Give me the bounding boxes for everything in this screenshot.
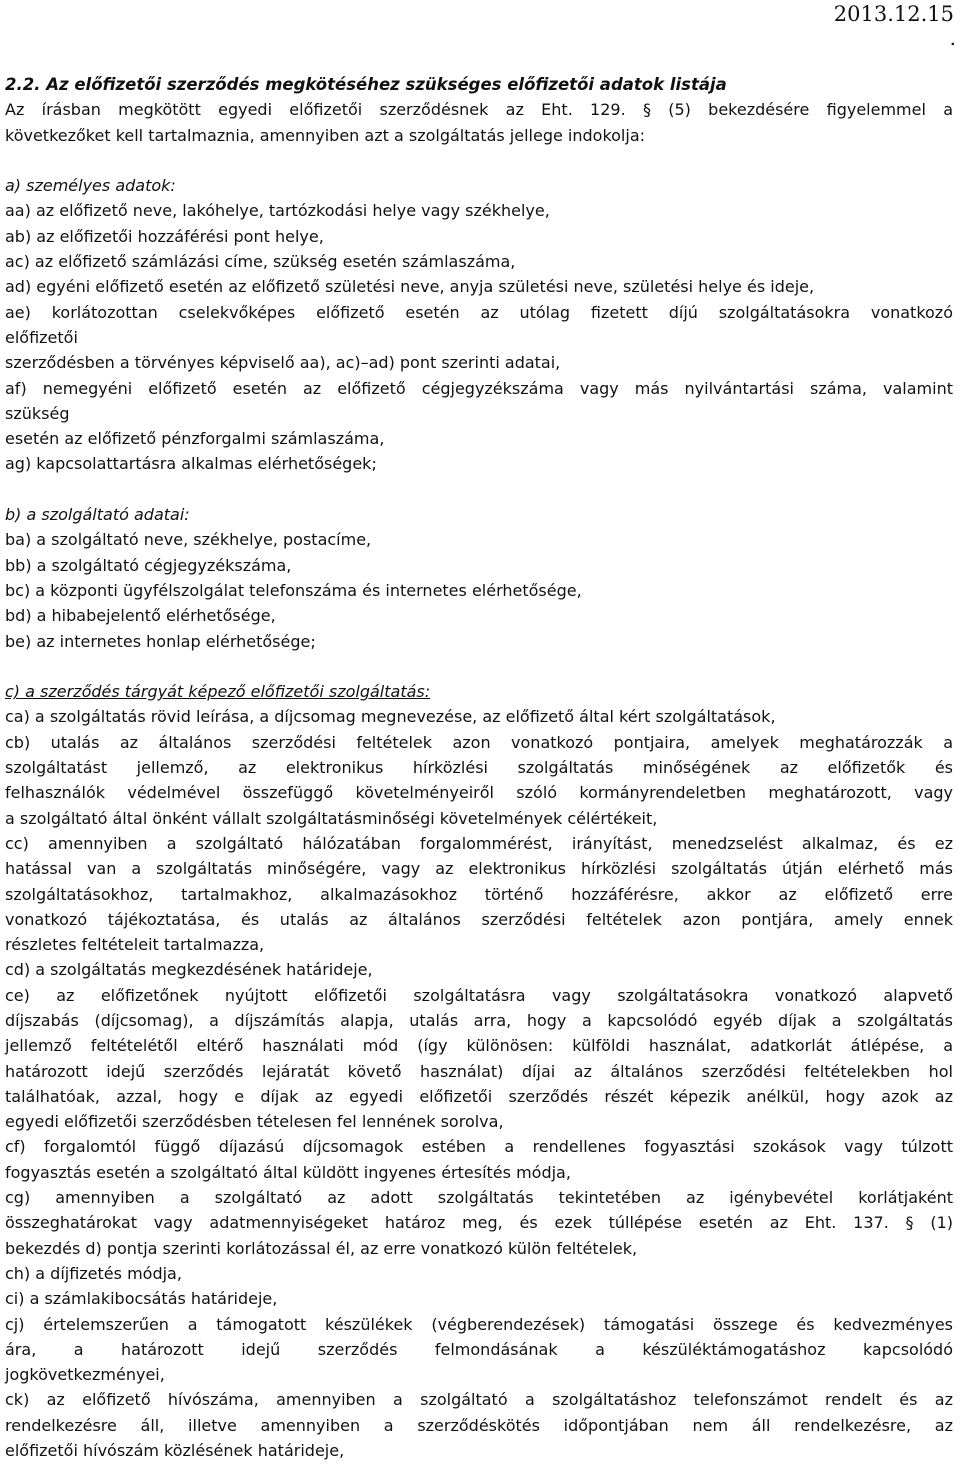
list-item: ca) a szolgáltatás rövid leírása, a díjcsomag megnevezése, az előfizető által kért szolgáltatások,: [5, 707, 776, 727]
corner-dot: .: [949, 26, 956, 50]
list-item: cd) a szolgáltatás megkezdésének határideje,: [5, 960, 373, 980]
list-item: af) nemegyéni előfizető esetén az előfizető cégjegyzékszáma vagy más nyilvántartási száma, valamint: [5, 378, 953, 398]
list-item: cc) amennyiben a szolgáltató hálózatában forgalommérést, irányítást, menedzselést alkalmaz, és ez: [5, 833, 953, 853]
list-item: előfizetői hívószám közlésének határideje,: [5, 1441, 345, 1461]
list-item: szükség: [5, 403, 70, 423]
list-item: esetén az előfizető pénzforgalmi számlaszáma,: [5, 429, 385, 449]
list-item: ba) a szolgáltató neve, székhelye, postacíme,: [5, 530, 372, 550]
list-item: ad) egyéni előfizető esetén az előfizető születési neve, anyja születési neve, születési helye és ideje,: [5, 277, 815, 297]
section-a-list: [5, 198, 953, 476]
list-item: hatással van a szolgáltatás minőségére, vagy az elektronikus hírközlési szolgáltatás útján elérhető más: [5, 859, 953, 879]
section-c-list: [5, 704, 953, 1463]
list-item: rendelkezésre áll, illetve amennyiben a szerződéskötés időpontjában nem áll rendelkezésre, az: [5, 1415, 953, 1435]
list-item: cf) forgalomtól függő díjazású díjcsomagok estében a rendellenes fogyasztási szokások vagy túlzott: [5, 1137, 953, 1157]
list-item: ára, a határozott idejű szerződés felmondásának a készüléktámogatáshoz kapcsolódó: [5, 1339, 953, 1359]
section-b-title: b) a szolgáltató adatai:: [5, 505, 190, 525]
section-a-title: a) személyes adatok:: [5, 176, 176, 196]
list-item: bc) a központi ügyfélszolgálat telefonszáma és internetes elérhetősége,: [5, 580, 582, 600]
list-item: jogkövetkezményei,: [5, 1365, 165, 1385]
list-item: részletes feltételeit tartalmazza,: [5, 935, 265, 955]
list-item: szerződésben a törvényes képviselő aa), ac)–ad) pont szerinti adatai,: [5, 353, 561, 373]
list-item: határozott idejű szerződés lejáratát követő használat) díjai az általános szerződési feltételekben hol: [5, 1061, 953, 1081]
list-item: ce) az előfizetőnek nyújtott előfizetői szolgáltatásra vagy szolgáltatásokra vonatkozó alapvető: [5, 985, 953, 1005]
list-item: felhasználók védelmével összefüggő követelményeiről szóló kormányrendeletben meghatározott, vagy: [5, 783, 953, 803]
list-item: cb) utalás az általános szerződési feltételek azon vonatkozó pontjaira, amelyek meghatározzák a: [5, 732, 953, 752]
list-item: ab) az előfizetői hozzáférési pont helye,: [5, 226, 324, 246]
section-b-list: [5, 527, 953, 653]
document-body: [5, 72, 953, 1463]
list-item: vonatkozó tájékoztatása, és utalás az általános szerződési feltételek azon pontjára, amely ennek: [5, 909, 953, 929]
list-item: ag) kapcsolattartásra alkalmas elérhetőségek;: [5, 454, 377, 474]
intro-line: Az írásban megkötött egyedi előfizetői szerződésnek az Eht. 129. § (5) bekezdésére figyelemmel a: [5, 100, 953, 120]
list-item: be) az internetes honlap elérhetősége;: [5, 631, 316, 651]
list-item: ae) korlátozottan cselekvőképes előfizető esetén az utólag fizetett díjú szolgáltatásokra vonatkozó: [5, 302, 953, 322]
list-item: bb) a szolgáltató cégjegyzékszáma,: [5, 555, 292, 575]
section-c-title: c) a szerződés tárgyát képező előfizetői szolgáltatás:: [5, 682, 431, 702]
list-item: ac) az előfizető számlázási címe, szükség esetén számlaszáma,: [5, 252, 516, 272]
list-item: bd) a hibabejelentő elérhetősége,: [5, 606, 276, 626]
list-item: a szolgáltató által önként vállalt szolgáltatásminőségi követelmények célértékeit,: [5, 808, 658, 828]
list-item: díjszabás (díjcsomag), a díjszámítás alapja, utalás arra, hogy a kapcsolódó egyéb díjak a szolgáltatás: [5, 1010, 953, 1030]
list-item: cj) értelemszerűen a támogatott készülékek (végberendezések) támogatási összege és kedvezményes: [5, 1314, 953, 1334]
intro-line: következőket kell tartalmaznia, amennyiben azt a szolgáltatás jellege indokolja:: [5, 125, 646, 145]
document-date: 2013.12.15: [833, 2, 954, 26]
list-item: fogyasztás esetén a szolgáltató által küldött ingyenes értesítés módja,: [5, 1162, 571, 1182]
list-item: bekezdés d) pontja szerinti korlátozással él, az erre vonatkozó külön feltételek,: [5, 1238, 638, 1258]
list-item: szolgáltatásokhoz, tartalmakhoz, alkalmazásokhoz történő hozzáférésre, akkor az előfizető erre: [5, 884, 953, 904]
list-item: ch) a díjfizetés módja,: [5, 1263, 182, 1283]
list-item: egyedi előfizetői szerződésben tételesen fel lennének sorolva,: [5, 1112, 504, 1132]
section-heading: 2.2. Az előfizetői szerződés megkötéséhez szükséges előfizetői adatok listája: [5, 75, 727, 94]
list-item: aa) az előfizető neve, lakóhelye, tartózkodási helye vagy székhelye,: [5, 201, 550, 221]
list-item: találhatóak, azzal, hogy e díjak az egyedi előfizetői szerződés részét képezik anélkül, hogy azok az: [5, 1086, 953, 1106]
list-item: ci) a számlakibocsátás határideje,: [5, 1289, 278, 1309]
list-item: cg) amennyiben a szolgáltató az adott szolgáltatás tekintetében az igénybevétel korlátjaként: [5, 1188, 953, 1208]
list-item: jellemző feltételétől eltérő használati mód (így különösen: külföldi használat, adatkorlát átlépése, a: [5, 1036, 953, 1056]
list-item: előfizetői: [5, 327, 78, 347]
list-item: szolgáltatást jellemző, az elektronikus hírközlési szolgáltatás minőségének az előfizetők és: [5, 758, 953, 778]
list-item: összeghatárokat vagy adatmennyiségeket határoz meg, és ezek túllépése esetén az Eht. 137. § (1): [5, 1213, 953, 1233]
list-item: ck) az előfizető hívószáma, amennyiben a szolgáltató a szolgáltatáshoz telefonszámot rendelt és az: [5, 1390, 953, 1410]
